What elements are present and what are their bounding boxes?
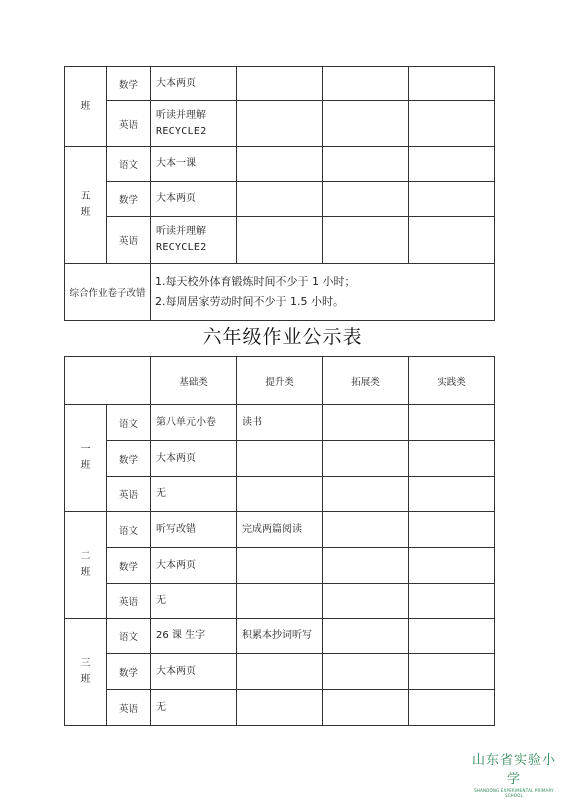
basic-cell: 听写改错 <box>151 512 237 548</box>
previous-grade-homework-table <box>64 66 495 321</box>
practice-cell <box>409 477 495 512</box>
class-char-1: 二 <box>80 551 91 562</box>
class-char-2: 班 <box>80 460 91 471</box>
extension-cell <box>323 182 409 217</box>
extension-cell <box>323 690 409 726</box>
note-line-2: 2.每周居家劳动时间不少于 1.5 小时。 <box>155 295 344 308</box>
subject-cell: 数学 <box>107 548 151 584</box>
practice-cell <box>409 441 495 477</box>
basic-line-2: RECYCLE2 <box>156 125 207 137</box>
practice-cell <box>409 67 495 101</box>
table-row <box>65 67 495 101</box>
basic-cell: 无 <box>151 477 237 512</box>
extension-cell <box>323 217 409 264</box>
class-char-1: 一 <box>80 444 91 455</box>
table-row <box>65 441 495 477</box>
basic-cell: 大本两页 <box>151 548 237 584</box>
advanced-cell: 完成两篇阅读 <box>237 512 323 548</box>
subject-cell: 英语 <box>107 690 151 726</box>
note-line-1: 1.每天校外体育锻炼时间不少于 1 小时； <box>155 275 356 288</box>
extension-cell <box>323 67 409 101</box>
summary-label: 综合作业卷子改错 <box>65 264 151 321</box>
class-char-2: 班 <box>80 207 91 218</box>
subject-cell: 数学 <box>107 67 151 101</box>
basic-cell: 大本两页 <box>151 441 237 477</box>
advanced-cell <box>237 101 323 147</box>
subject-cell: 语文 <box>107 147 151 182</box>
advanced-cell: 积累本抄词听写 <box>237 619 323 654</box>
basic-cell: 无 <box>151 690 237 726</box>
basic-cell: 大本两页 <box>151 654 237 690</box>
basic-cell: 大本两页 <box>151 182 237 217</box>
class-char-1: 三 <box>80 658 91 669</box>
advanced-cell <box>237 182 323 217</box>
table-row <box>65 548 495 584</box>
advanced-cell <box>237 147 323 182</box>
extension-cell <box>323 147 409 182</box>
subject-cell: 英语 <box>107 477 151 512</box>
header-corner <box>65 357 151 405</box>
subject-cell: 数学 <box>107 441 151 477</box>
subject-cell: 数学 <box>107 182 151 217</box>
table-row <box>65 101 495 147</box>
class-char-2: 班 <box>80 567 91 578</box>
table-row <box>65 690 495 726</box>
subject-cell: 英语 <box>107 101 151 147</box>
extension-cell <box>323 548 409 584</box>
practice-cell <box>409 584 495 619</box>
practice-cell <box>409 182 495 217</box>
extension-cell <box>323 405 409 441</box>
basic-line-1: 听读并理解 <box>156 226 206 237</box>
table-row <box>65 217 495 264</box>
table-row <box>65 619 495 654</box>
basic-cell: 大本两页 <box>151 67 237 101</box>
advanced-cell <box>237 584 323 619</box>
advanced-cell <box>237 654 323 690</box>
advanced-cell <box>237 217 323 264</box>
table-row <box>65 147 495 182</box>
school-logo-subtext: SHANDONG EXPERIMENTAL PRIMARY SCHOOL <box>474 788 554 798</box>
extension-cell <box>323 512 409 548</box>
table-row <box>65 477 495 512</box>
basic-cell: 无 <box>151 584 237 619</box>
class-cell <box>65 512 107 619</box>
extension-cell <box>323 441 409 477</box>
practice-cell <box>409 405 495 441</box>
basic-cell <box>151 217 237 264</box>
school-logo <box>468 749 560 798</box>
subject-cell: 英语 <box>107 584 151 619</box>
advanced-cell <box>237 548 323 584</box>
table-row <box>65 512 495 548</box>
subject-cell: 语文 <box>107 619 151 654</box>
table-row <box>65 405 495 441</box>
extension-cell <box>323 584 409 619</box>
advanced-cell <box>237 441 323 477</box>
class-cell <box>65 67 107 147</box>
basic-cell: 大本一课 <box>151 147 237 182</box>
header-extension: 拓展类 <box>323 357 409 405</box>
header-row <box>65 357 495 405</box>
class-cell <box>65 619 107 726</box>
basic-cell: 26 课 生字 <box>151 619 237 654</box>
basic-cell: 第八单元小卷 <box>151 405 237 441</box>
class-char-1: 五 <box>80 191 91 202</box>
advanced-cell: 读书 <box>237 405 323 441</box>
school-logo-text: 山东省实验小学 <box>471 753 556 787</box>
subject-cell: 语文 <box>107 405 151 441</box>
practice-cell <box>409 217 495 264</box>
basic-line-2: RECYCLE2 <box>156 242 207 253</box>
extension-cell <box>323 101 409 147</box>
practice-cell <box>409 619 495 654</box>
extension-cell <box>323 477 409 512</box>
practice-cell <box>409 690 495 726</box>
table-row <box>65 182 495 217</box>
class-cell <box>65 147 107 264</box>
subject-cell: 英语 <box>107 217 151 264</box>
practice-cell <box>409 147 495 182</box>
page-title: 六年级作业公示表 <box>202 326 363 348</box>
advanced-cell <box>237 67 323 101</box>
extension-cell <box>323 619 409 654</box>
subject-cell: 数学 <box>107 654 151 690</box>
advanced-cell <box>237 477 323 512</box>
class-label: 班 <box>80 100 91 112</box>
extension-cell <box>323 654 409 690</box>
header-basic: 基础类 <box>151 357 237 405</box>
basic-line-1: 听读并理解 <box>156 109 206 121</box>
summary-notes <box>151 264 495 321</box>
table-row <box>65 654 495 690</box>
class-char-2: 班 <box>80 674 91 685</box>
table-row <box>65 584 495 619</box>
class-cell <box>65 405 107 512</box>
practice-cell <box>409 548 495 584</box>
practice-cell <box>409 654 495 690</box>
header-practice: 实践类 <box>409 357 495 405</box>
subject-cell: 语文 <box>107 512 151 548</box>
practice-cell <box>409 512 495 548</box>
advanced-cell <box>237 690 323 726</box>
basic-cell <box>151 101 237 147</box>
header-advanced: 提升类 <box>237 357 323 405</box>
practice-cell <box>409 101 495 147</box>
summary-row <box>65 264 495 321</box>
grade6-homework-table <box>64 356 495 726</box>
